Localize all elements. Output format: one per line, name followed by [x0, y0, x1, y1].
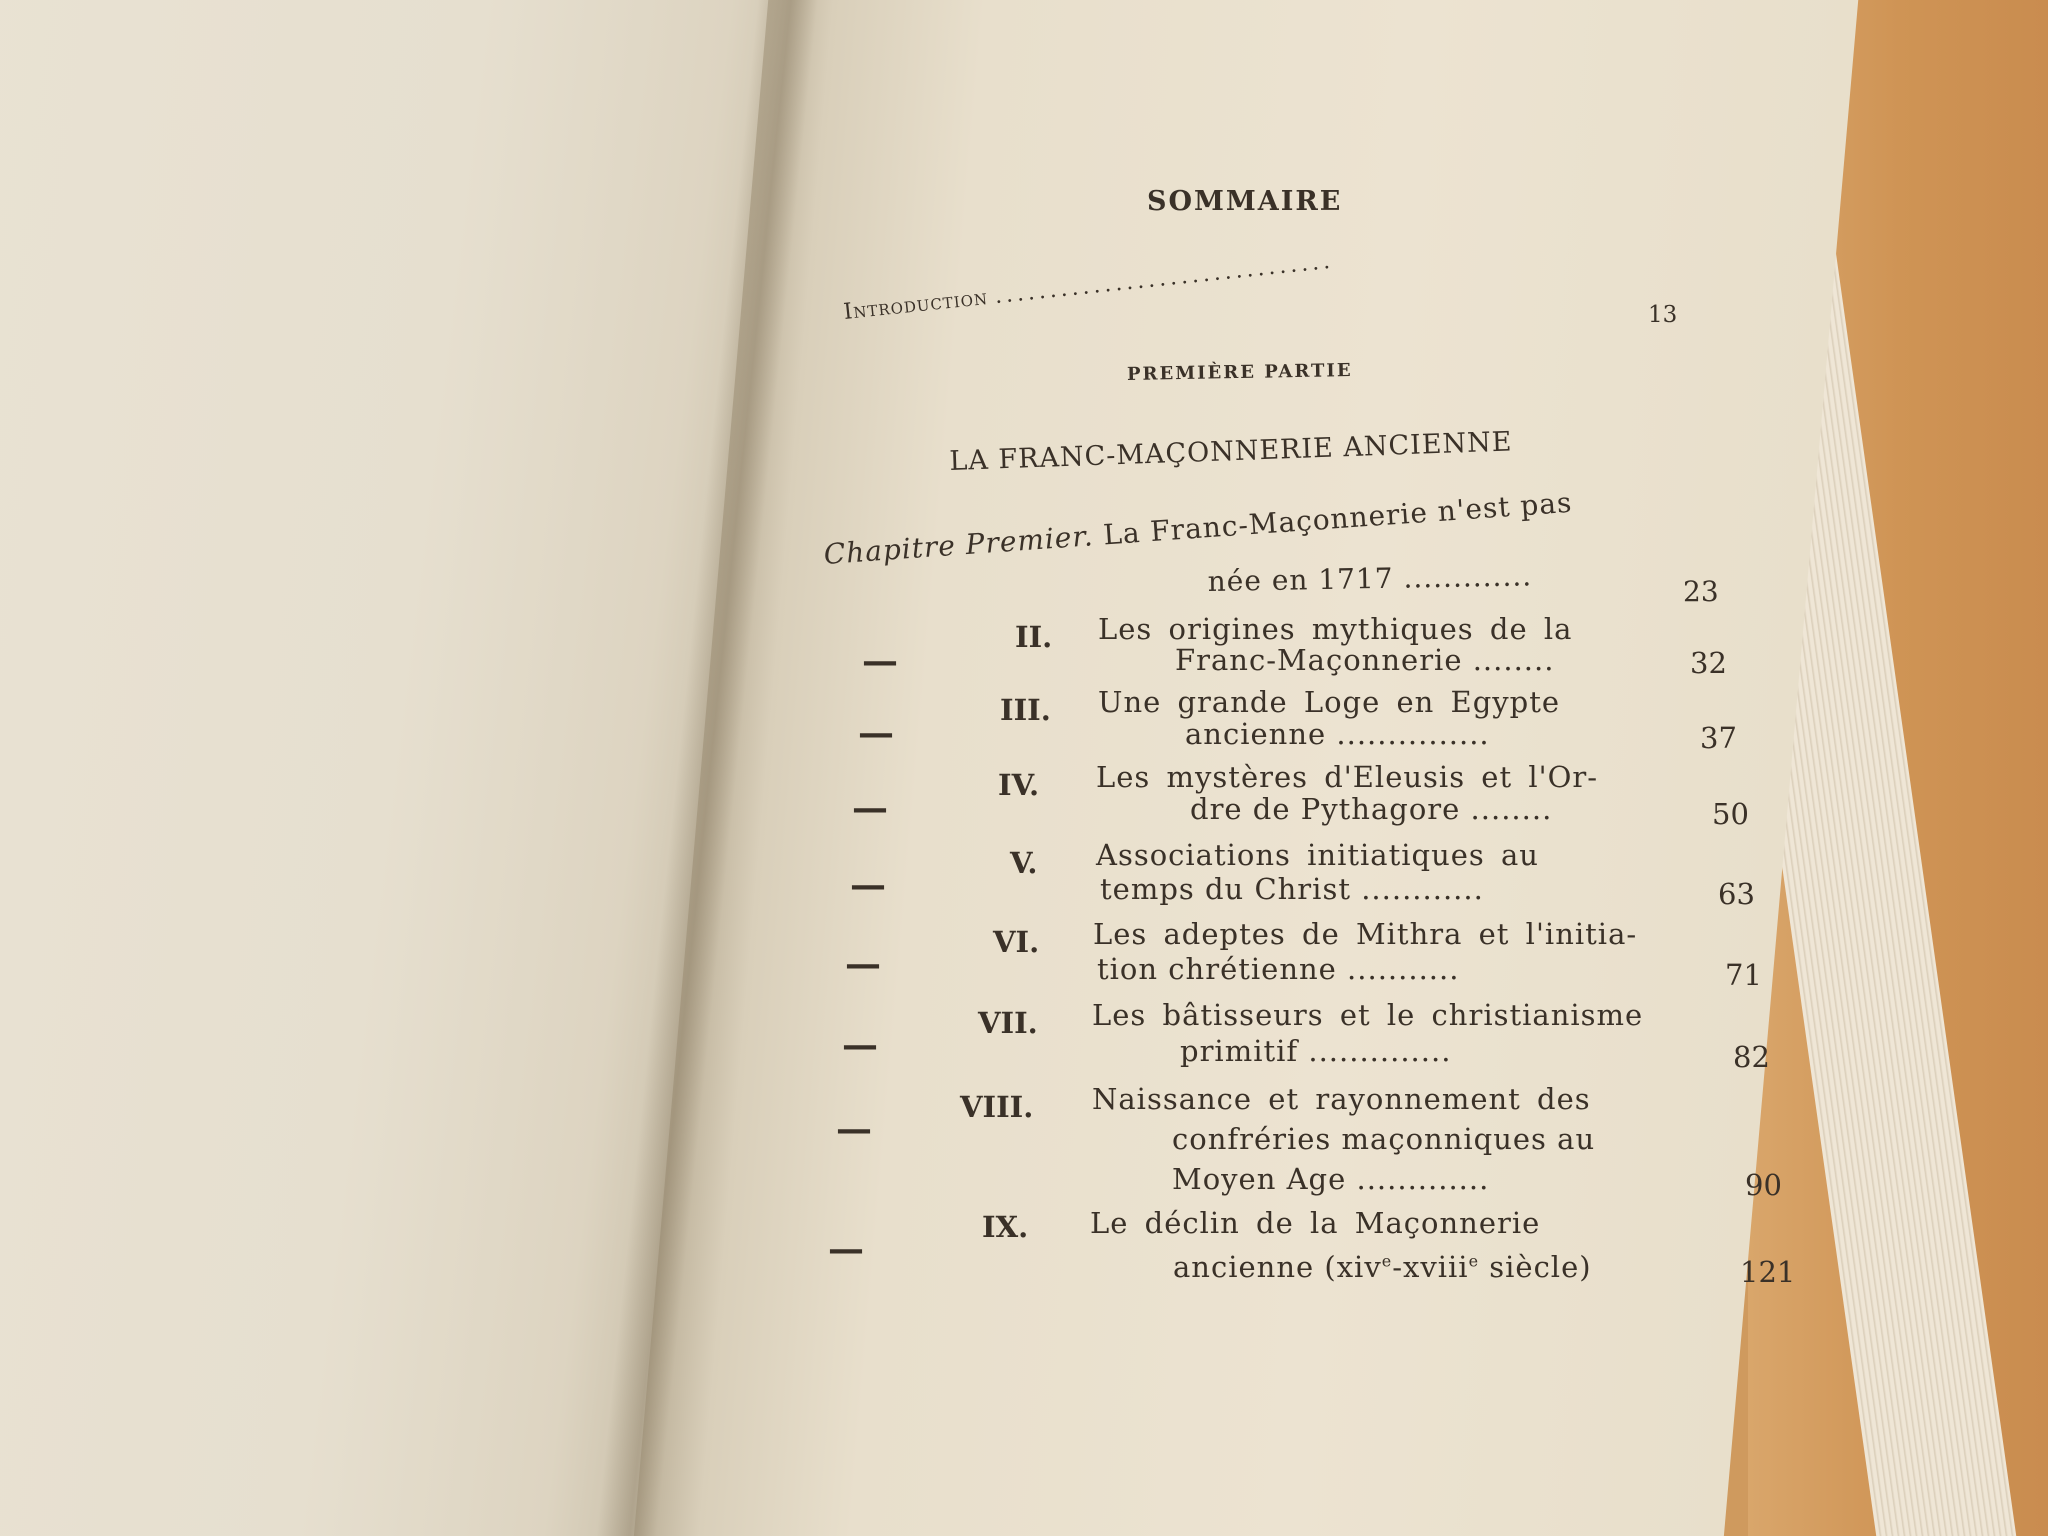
part-heading: PREMIÈRE PARTIE: [1126, 360, 1353, 385]
chapter-6-dash: —: [845, 943, 881, 985]
chapter-7-line2: primitif ..............: [1180, 1034, 1452, 1068]
chapter-3-line1: Une grande Loge en Egypte: [1098, 685, 1561, 719]
chapter-6-line1: Les adeptes de Mithra et l'initia-: [1093, 917, 1638, 951]
chapter-6-line2: tion chrétienne ...........: [1097, 952, 1460, 986]
chapter-9-superscript-1: e: [1381, 1251, 1393, 1271]
page-title: SOMMAIRE: [1147, 186, 1343, 217]
chapter-1-heading: [823, 486, 1574, 571]
chapter-8-number: VIII.: [960, 1090, 1034, 1124]
chapter-5-line2: temps du Christ ............: [1100, 872, 1484, 906]
chapter-8-dash: —: [836, 1108, 872, 1150]
chapter-5-line1: Associations initiatiques au: [1096, 838, 1539, 872]
chapter-1-page-number: 23: [1683, 575, 1719, 608]
chapter-9-superscript-2: e: [1468, 1251, 1480, 1271]
chapter-4-line1: Les mystères d'Eleusis et l'Or-: [1096, 760, 1599, 794]
chapter-1-line1: La Franc-Maçonnerie n'est pas: [1102, 485, 1574, 552]
chapter-1-line2: née en 1717 .............: [1207, 559, 1533, 598]
chapter-9-page-number: 121: [1740, 1255, 1796, 1289]
chapter-8-line3: Moyen Age .............: [1172, 1162, 1490, 1196]
chapter-4-line2: dre de Pythagore ........: [1190, 792, 1553, 826]
chapter-9-dash: —: [828, 1228, 864, 1270]
chapter-2-page-number: 32: [1690, 646, 1727, 680]
chapter-9-number: IX.: [982, 1210, 1029, 1244]
introduction-leader: ...............................: [993, 248, 1336, 310]
chapter-7-page-number: 82: [1733, 1040, 1770, 1074]
chapter-1-prefix: Chapitre Premier.: [822, 519, 1095, 571]
introduction-page-number: 13: [1648, 302, 1678, 328]
chapter-3-number: III.: [1000, 693, 1051, 727]
chapter-4-page-number: 50: [1712, 797, 1749, 831]
chapter-5-page-number: 63: [1718, 877, 1755, 911]
chapter-3-page-number: 37: [1700, 721, 1737, 755]
chapter-2-line1: Les origines mythiques de la: [1098, 612, 1573, 646]
chapter-6-number: VI.: [993, 925, 1040, 959]
chapter-8-line2: confréries maçonniques au: [1172, 1122, 1596, 1156]
chapter-3-dash: —: [858, 712, 894, 754]
section-heading: LA FRANC-MAÇONNERIE ANCIENNE: [948, 426, 1513, 477]
chapter-9-line2-part-b: -xviii: [1392, 1250, 1469, 1284]
chapter-9-line2: [1173, 1250, 1592, 1284]
chapter-2-line2: Franc-Maçonnerie ........: [1175, 643, 1555, 677]
chapter-2-number: II.: [1015, 620, 1053, 654]
chapter-9-line2-part-c: siècle): [1479, 1250, 1592, 1284]
introduction-entry: [842, 249, 1335, 325]
chapter-9-line1: Le déclin de la Maçonnerie: [1090, 1206, 1541, 1240]
chapter-4-dash: —: [852, 787, 888, 829]
chapter-5-dash: —: [850, 864, 886, 906]
chapter-4-number: IV.: [998, 768, 1040, 802]
chapter-7-number: VII.: [978, 1006, 1038, 1040]
chapter-6-page-number: 71: [1725, 958, 1762, 992]
chapter-2-dash: —: [862, 640, 898, 682]
chapter-5-number: V.: [1010, 846, 1038, 880]
chapter-8-line1: Naissance et rayonnement des: [1092, 1082, 1591, 1116]
chapter-7-dash: —: [842, 1024, 878, 1066]
chapter-9-line2-part-a: ancienne (xiv: [1173, 1250, 1382, 1284]
chapter-7-line1: Les bâtisseurs et le christianisme: [1092, 998, 1644, 1032]
chapter-3-line2: ancienne ...............: [1185, 717, 1490, 751]
chapter-8-page-number: 90: [1745, 1168, 1782, 1202]
introduction-label: Introduction: [842, 284, 990, 325]
